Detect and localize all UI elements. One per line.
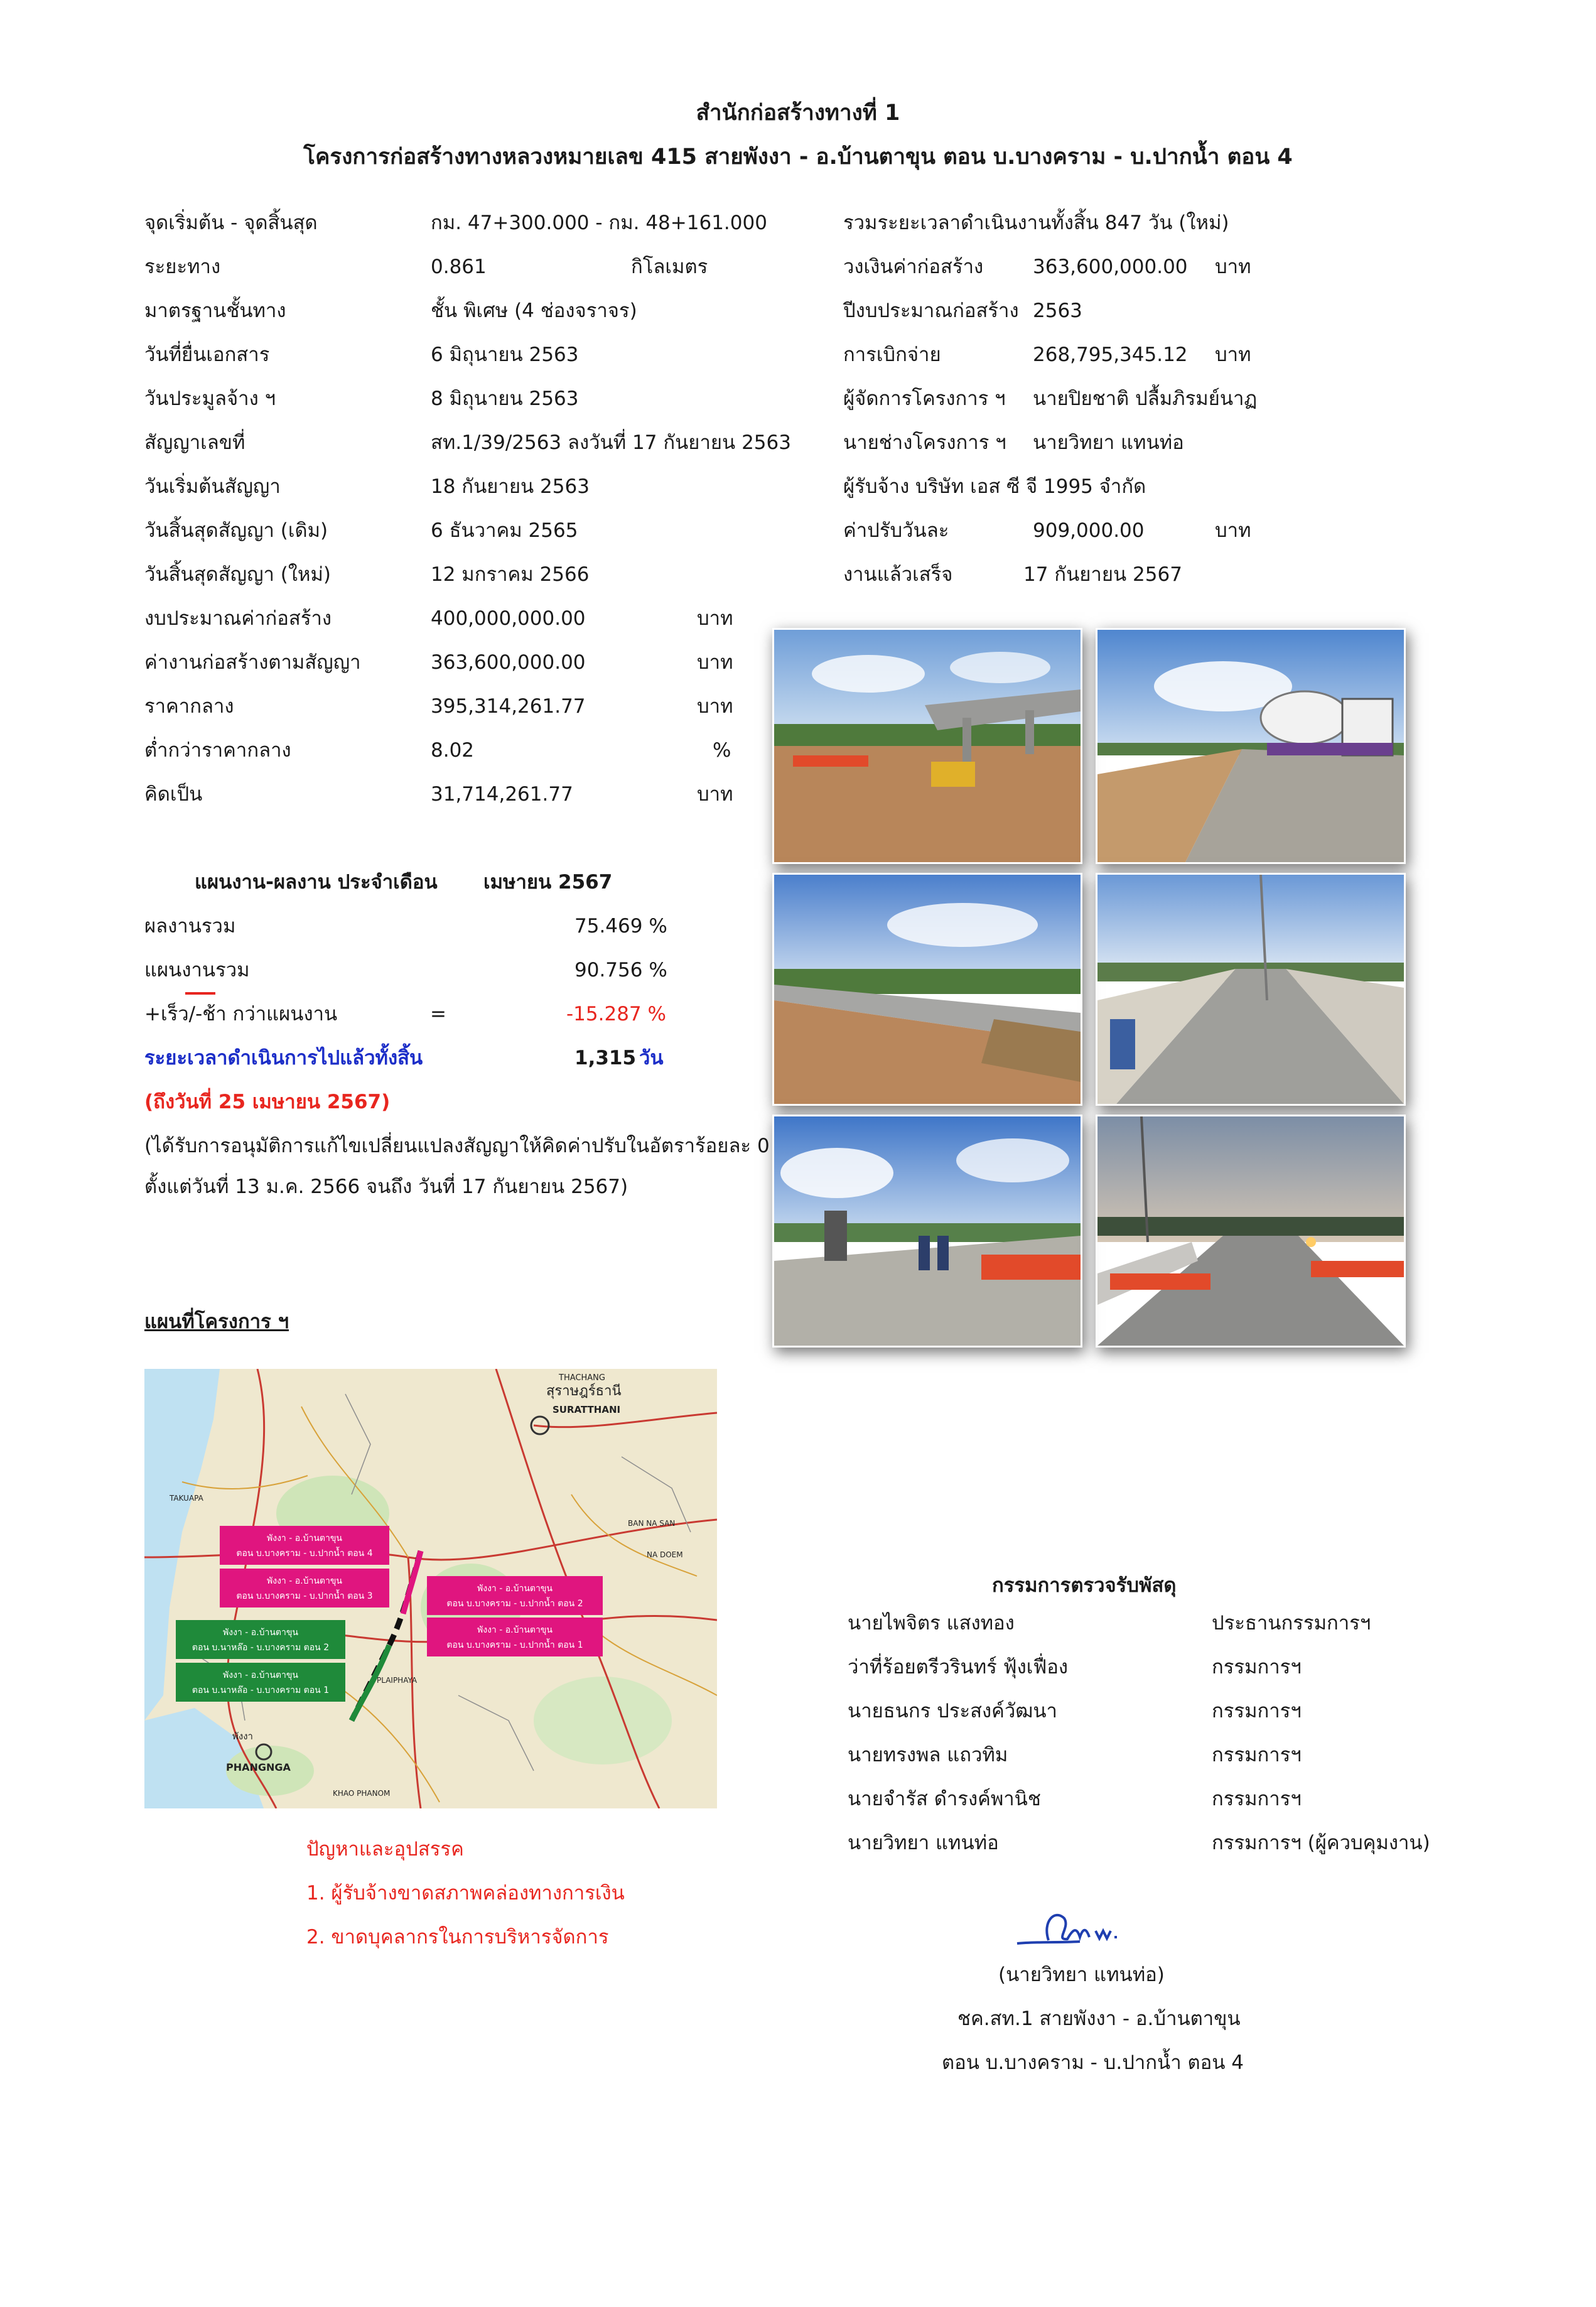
map-place-name: KHAO PHANOM bbox=[333, 1789, 391, 1798]
map-place-name: NA DOEM bbox=[647, 1550, 683, 1559]
signer-name: (นายวิทยา แทนท่อ) bbox=[998, 1964, 1165, 1986]
committee-member-role: กรรมการฯ bbox=[1212, 1656, 1302, 1678]
map-label-text: พังงา - อ.บ้านตาขุน bbox=[477, 1625, 553, 1635]
right-info-value: นายวิทยา แทนท่อ bbox=[1033, 431, 1184, 454]
right-info-unit: บาท bbox=[1215, 343, 1251, 366]
note-line-1: (ได้รับการอนุมัติการแก้ไขเปลี่ยนแปลงสัญญาให้คิดค่าปรับในอัตราร้อยละ 0 bbox=[144, 1135, 770, 1157]
map-label-section-4 bbox=[220, 1526, 389, 1565]
map-place-name: SURATTHANI bbox=[553, 1404, 621, 1415]
note-line-2: ตั้งแต่วันที่ 13 ม.ค. 2566 จนถึง วันที่ 17 กันยายน 2567) bbox=[144, 1175, 628, 1198]
left-info-label: ต่ำกว่าราคากลาง bbox=[144, 739, 291, 762]
committee-member-role: กรรมการฯ bbox=[1212, 1788, 1302, 1810]
right-info-label: วงเงินค่าก่อสร้าง bbox=[843, 256, 984, 278]
problems-heading: ปัญหาและอุปสรรค bbox=[306, 1838, 464, 1861]
progress-month: เมษายน 2567 bbox=[483, 871, 613, 894]
problem-item-2: 2. ขาดบุคลากรในการบริหารจัดการ bbox=[306, 1926, 609, 1948]
map-label-nalo-1 bbox=[176, 1663, 345, 1702]
right-info-value: 268,795,345.12 bbox=[1033, 343, 1188, 366]
left-info-label: ราคากลาง bbox=[144, 695, 234, 718]
left-info-value: 395,314,261.77 bbox=[431, 695, 586, 718]
committee-member-role: กรรมการฯ (ผู้ควบคุมงาน) bbox=[1212, 1832, 1430, 1854]
map-heading: แผนที่โครงการ ฯ bbox=[144, 1310, 289, 1333]
right-info-label: ผู้รับจ้าง บริษัท เอส ซี จี 1995 จำกัด bbox=[843, 475, 1146, 498]
map-label-text: ตอน บ.นาหล๊อ - บ.บางคราม ตอน 2 bbox=[191, 1643, 330, 1653]
left-info-label: วันประมูลจ้าง ฯ bbox=[144, 387, 276, 410]
photo-flyover-construction bbox=[772, 628, 1082, 864]
photo-bridge-deck bbox=[772, 873, 1082, 1106]
left-info-value: 0.861 bbox=[431, 256, 487, 278]
left-info-value: ชั้น พิเศษ (4 ช่องจราจร) bbox=[431, 300, 637, 322]
map-label-section-2 bbox=[427, 1576, 603, 1615]
right-info-value: 2563 bbox=[1033, 300, 1082, 322]
left-info-label: มาตรฐานชั้นทาง bbox=[144, 300, 286, 322]
left-info-label: วันเริ่มต้นสัญญา bbox=[144, 475, 281, 498]
right-info-value: 363,600,000.00 bbox=[1033, 256, 1188, 278]
left-info-unit: % bbox=[713, 739, 731, 762]
left-info-value: 363,600,000.00 bbox=[431, 651, 586, 674]
right-info-label: ค่าปรับวันละ bbox=[843, 519, 949, 542]
committee-member-name: นายธนกร ประสงค์วัฒนา bbox=[848, 1700, 1057, 1722]
map-label-text: พังงา - อ.บ้านตาขุน bbox=[223, 1670, 298, 1680]
photo-bridge-workers bbox=[772, 1115, 1082, 1348]
right-info-value: 17 กันยายน 2567 bbox=[1023, 563, 1182, 586]
map-label-section-3 bbox=[220, 1569, 389, 1607]
left-info-unit: บาท bbox=[697, 695, 733, 718]
left-info-label: จุดเริ่มต้น - จุดสิ้นสุด bbox=[144, 212, 318, 234]
left-info-value: 12 มกราคม 2566 bbox=[431, 563, 590, 586]
map-label-text: ตอน บ.บางคราม - บ.ปากน้ำ ตอน 2 bbox=[446, 1599, 583, 1609]
photo-road-evening bbox=[1096, 1115, 1406, 1348]
map-label-text: พังงา - อ.บ้านตาขุน bbox=[267, 1533, 342, 1543]
diff-underline-mark bbox=[185, 992, 215, 995]
left-info-value: 8.02 bbox=[431, 739, 475, 762]
map-label-text: พังงา - อ.บ้านตาขุน bbox=[223, 1628, 298, 1638]
map-label-text: ตอน บ.บางคราม - บ.ปากน้ำ ตอน 3 bbox=[236, 1591, 373, 1601]
map-place-name: THACHANG bbox=[559, 1373, 605, 1383]
right-info-label: รวมระยะเวลาดำเนินงานทั้งสิ้น 847 วัน (ใหม่) bbox=[843, 212, 1229, 234]
left-info-label: สัญญาเลขที่ bbox=[144, 431, 245, 454]
right-info-label: งานแล้วเสร็จ bbox=[843, 563, 953, 586]
left-info-label: ค่างานก่อสร้างตามสัญญา bbox=[144, 651, 361, 674]
left-info-unit: บาท bbox=[697, 607, 733, 630]
left-info-value: 400,000,000.00 bbox=[431, 607, 586, 630]
photo-concrete-truck bbox=[1096, 628, 1406, 864]
map-graphic bbox=[144, 1369, 717, 1808]
left-info-value: 18 กันยายน 2563 bbox=[431, 475, 590, 498]
project-map bbox=[144, 1369, 717, 1808]
committee-member-role: กรรมการฯ bbox=[1212, 1700, 1302, 1722]
left-info-unit: บาท bbox=[697, 651, 733, 674]
photo-concrete-paving bbox=[1096, 873, 1406, 1106]
left-info-value: 6 ธันวาคม 2565 bbox=[431, 519, 578, 542]
map-place-name: พังงา bbox=[232, 1731, 253, 1742]
plan-label: แผนงานรวม bbox=[144, 959, 250, 981]
right-info-label: การเบิกจ่าย bbox=[843, 343, 941, 366]
map-label-text: ตอน บ.บางคราม - บ.ปากน้ำ ตอน 4 bbox=[236, 1548, 373, 1559]
right-info-unit: บาท bbox=[1215, 256, 1251, 278]
left-info-value: 6 มิถุนายน 2563 bbox=[431, 343, 579, 366]
map-place-name: สุราษฎร์ธานี bbox=[546, 1383, 622, 1399]
left-info-value: สท.1/39/2563 ลงวันที่ 17 กันยายน 2563 bbox=[431, 431, 791, 454]
map-place-name: PHANGNGA bbox=[226, 1761, 291, 1773]
elapsed-value: 1,315 bbox=[574, 1047, 637, 1069]
left-info-label: วันสิ้นสุดสัญญา (ใหม่) bbox=[144, 563, 331, 586]
plan-value: 90.756 % bbox=[574, 959, 667, 981]
elapsed-unit: วัน bbox=[639, 1047, 664, 1069]
actual-value: 75.469 % bbox=[574, 915, 667, 937]
committee-member-role: ประธานกรรมการฯ bbox=[1212, 1612, 1371, 1634]
map-place-name: PLAIPHAYA bbox=[377, 1676, 418, 1685]
left-info-value: 8 มิถุนายน 2563 bbox=[431, 387, 579, 410]
project-title: โครงการก่อสร้างทางหลวงหมายเลข 415 สายพังงา - อ.บ้านตาขุน ตอน บ.บางคราม - บ.ปากน้ำ ตอน 4 bbox=[303, 144, 1293, 170]
right-info-label: ปีงบประมาณก่อสร้าง bbox=[843, 300, 1019, 322]
committee-member-name: นายจำรัส ดำรงค์พานิช bbox=[848, 1788, 1041, 1810]
map-label-text: พังงา - อ.บ้านตาขุน bbox=[267, 1576, 342, 1586]
left-info-value: กม. 47+300.000 - กม. 48+161.000 bbox=[431, 212, 767, 234]
elapsed-label: ระยะเวลาดำเนินการไปแล้วทั้งสิ้น bbox=[144, 1047, 423, 1069]
right-info-label: ผู้จัดการโครงการ ฯ bbox=[843, 387, 1006, 410]
right-info-value: นายปิยชาติ ปลื้มภิรมย์นาฏ bbox=[1033, 387, 1258, 410]
map-label-nalo-2 bbox=[176, 1620, 345, 1659]
right-info-value: 909,000.00 bbox=[1033, 519, 1145, 542]
committee-member-name: นายวิทยา แทนท่อ bbox=[848, 1832, 999, 1854]
progress-heading: แผนงาน-ผลงาน ประจำเดือน bbox=[195, 871, 438, 894]
left-info-unit: กิโลเมตร bbox=[631, 256, 708, 278]
actual-label: ผลงานรวม bbox=[144, 915, 236, 937]
committee-member-name: นายทรงพล แถวทิม bbox=[848, 1744, 1008, 1766]
diff-label: +เร็ว/-ช้า กว่าแผนงาน bbox=[144, 1003, 338, 1025]
map-label-text: ตอน บ.บางคราม - บ.ปากน้ำ ตอน 1 bbox=[446, 1640, 583, 1650]
left-info-unit: บาท bbox=[697, 783, 733, 806]
left-info-label: วันสิ้นสุดสัญญา (เดิม) bbox=[144, 519, 328, 542]
signature-mark bbox=[1011, 1903, 1136, 1953]
left-info-label: ระยะทาง bbox=[144, 256, 221, 278]
office-title: สำนักก่อสร้างทางที่ 1 bbox=[696, 100, 900, 126]
committee-member-name: ว่าที่ร้อยตรีวรินทร์ ฟุ้งเฟื่อง bbox=[848, 1656, 1069, 1678]
committee-heading: กรรมการตรวจรับพัสดุ bbox=[992, 1574, 1177, 1597]
diff-equals: = bbox=[430, 1003, 446, 1025]
map-place-name: BAN NA SAN bbox=[628, 1519, 676, 1528]
map-label-text: พังงา - อ.บ้านตาขุน bbox=[477, 1584, 553, 1594]
left-info-value: 31,714,261.77 bbox=[431, 783, 573, 806]
left-info-label: วันที่ยื่นเอกสาร bbox=[144, 343, 270, 366]
problem-item-1: 1. ผู้รับจ้างขาดสภาพคล่องทางการเงิน bbox=[306, 1882, 625, 1904]
committee-member-name: นายไพจิตร แสงทอง bbox=[848, 1612, 1015, 1634]
left-info-label: งบประมาณค่าก่อสร้าง bbox=[144, 607, 332, 630]
left-info-label: คิดเป็น bbox=[144, 783, 203, 806]
map-place-name: TAKUAPA bbox=[170, 1494, 203, 1503]
map-label-section-1 bbox=[427, 1618, 603, 1656]
signer-position-2: ตอน บ.บางคราม - บ.ปากน้ำ ตอน 4 bbox=[942, 2051, 1244, 2074]
committee-member-role: กรรมการฯ bbox=[1212, 1744, 1302, 1766]
diff-value: -15.287 % bbox=[566, 1003, 666, 1025]
right-info-label: นายช่างโครงการ ฯ bbox=[843, 431, 1006, 454]
map-label-text: ตอน บ.นาหล๊อ - บ.บางคราม ตอน 1 bbox=[191, 1685, 330, 1695]
signer-position-1: ชค.สท.1 สายพังงา - อ.บ้านตาขุน bbox=[957, 2007, 1241, 2030]
right-info-unit: บาท bbox=[1215, 519, 1251, 542]
as-of-date: (ถึงวันที่ 25 เมษายน 2567) bbox=[144, 1091, 391, 1113]
